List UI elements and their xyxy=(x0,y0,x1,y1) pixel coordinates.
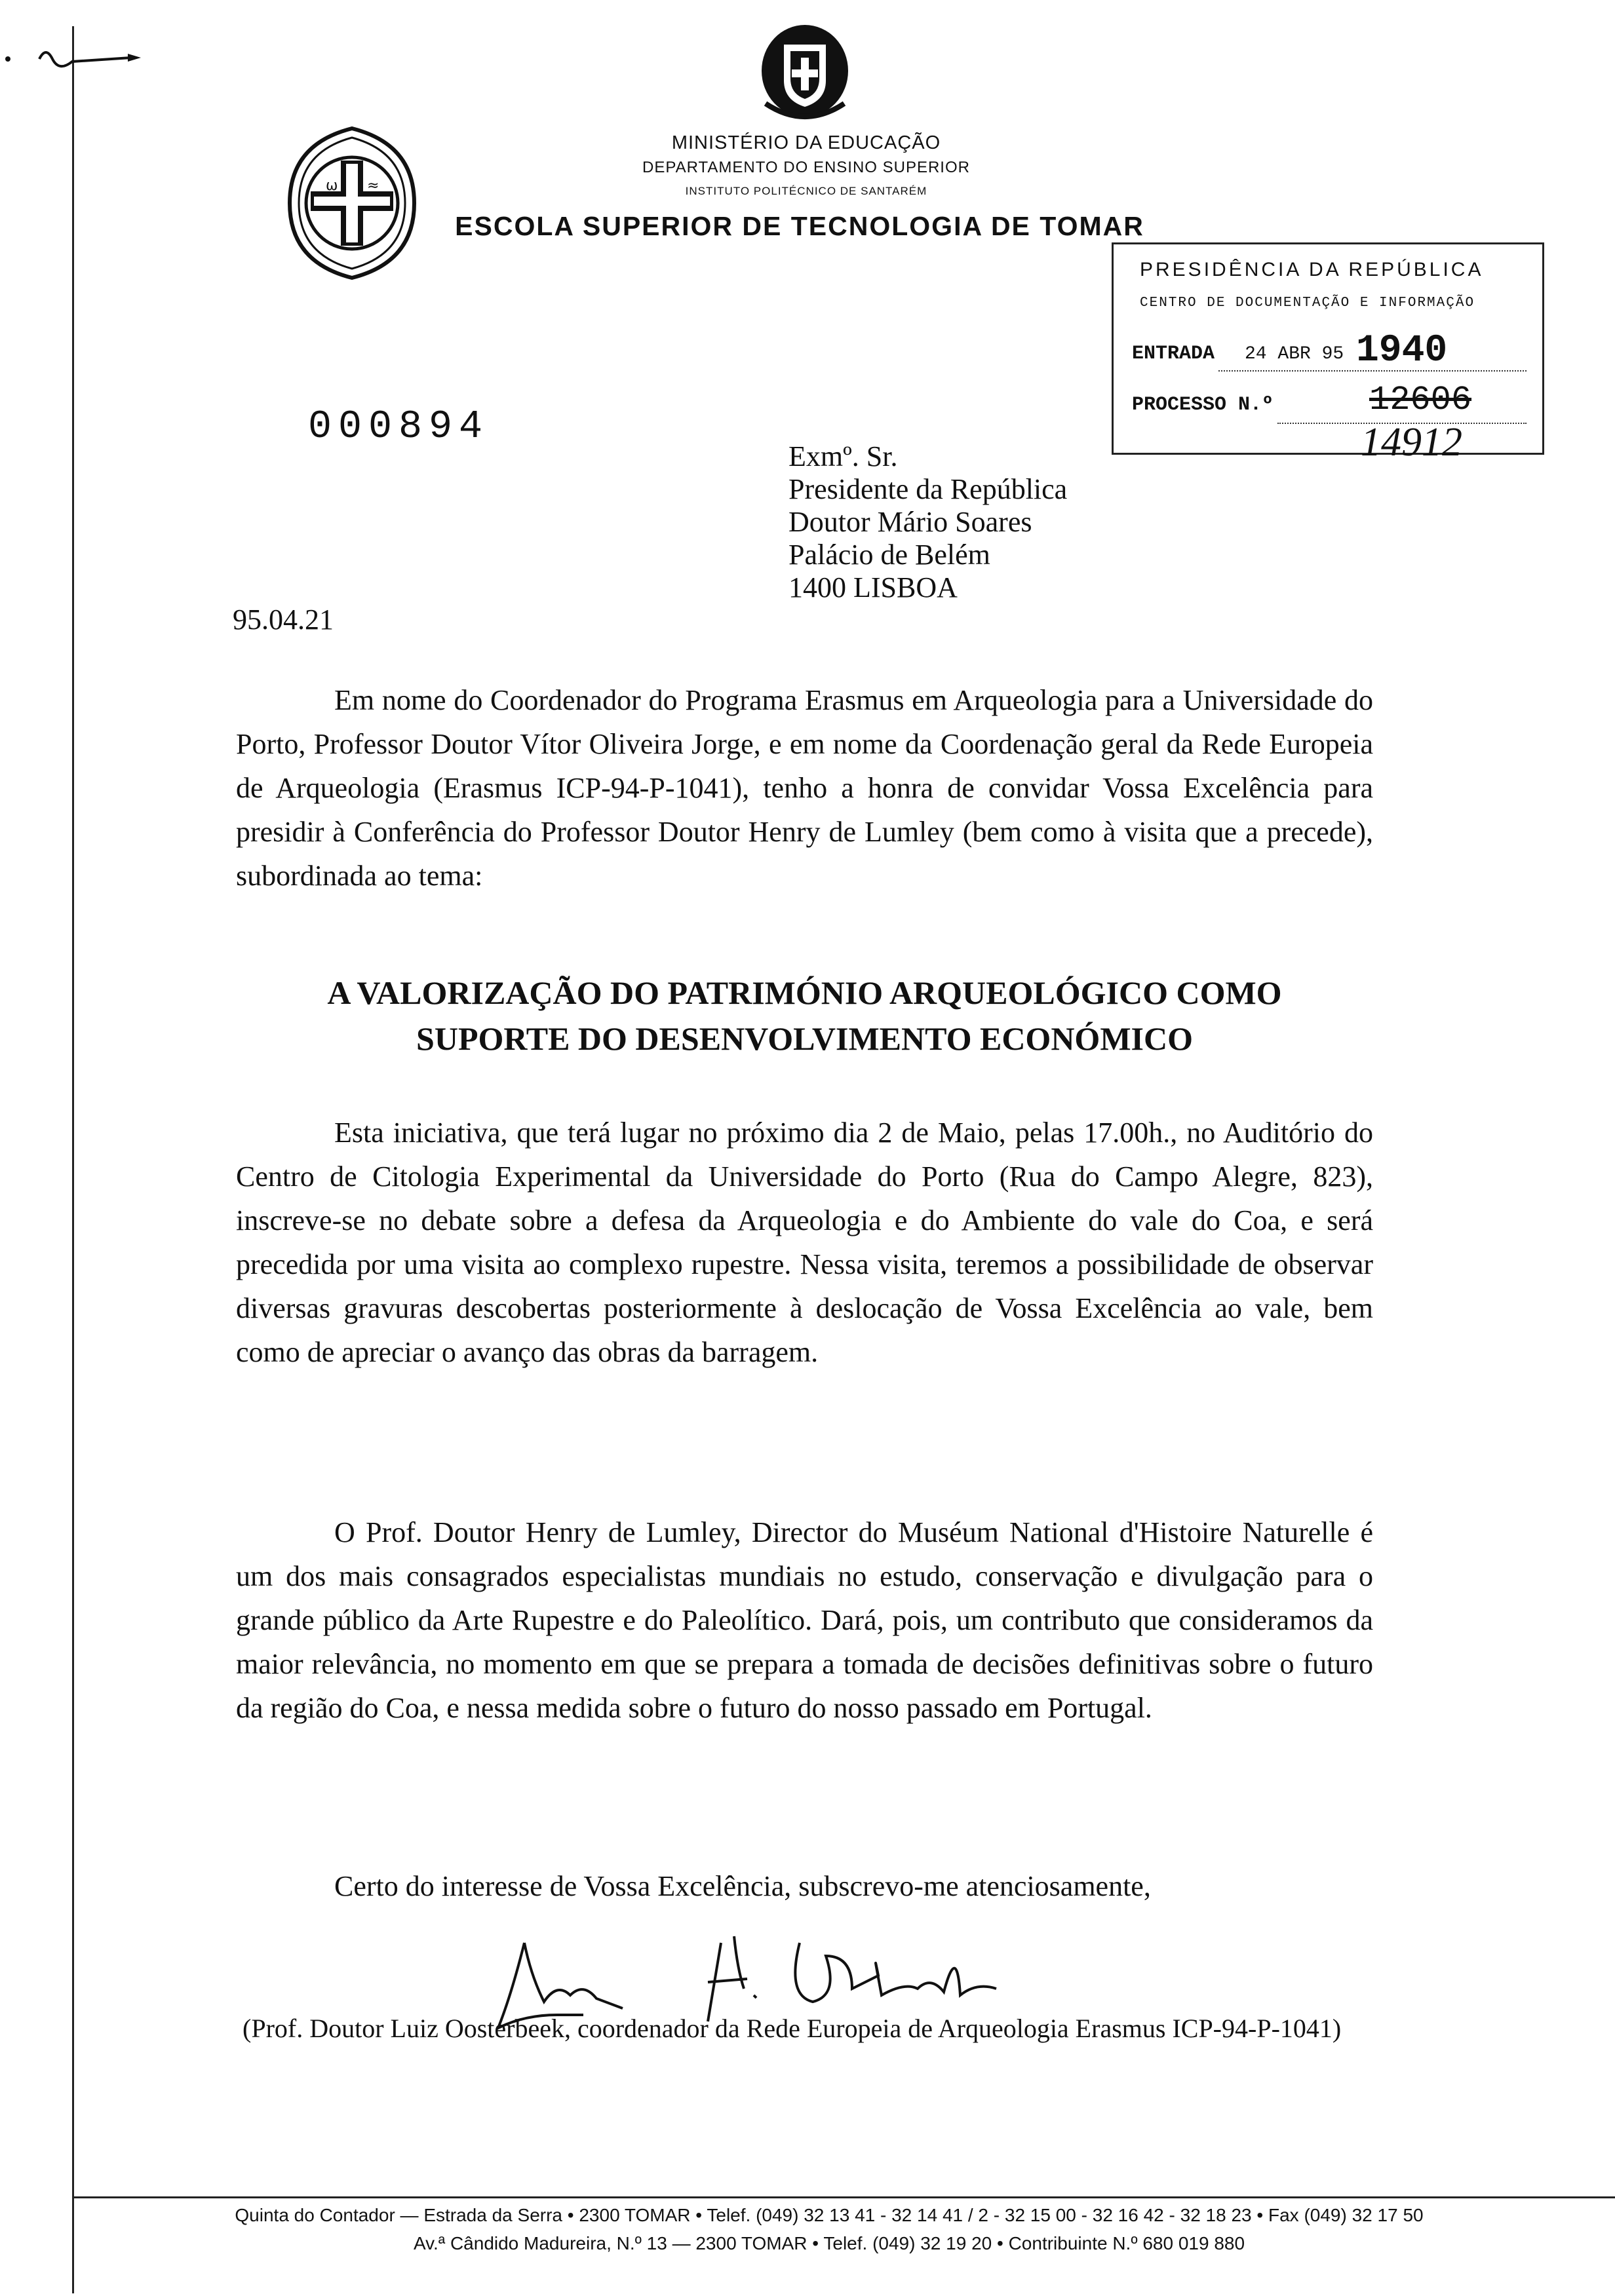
signatory-line: (Prof. Doutor Luiz Oosterbeek, coordenador da Rede Europeia de Arqueologia Erasmus ICP-94-P-1041) xyxy=(243,2014,1342,2043)
conference-title-line-1: A VALORIZAÇÃO DO PATRIMÓNIO ARQUEOLÓGICO COMO xyxy=(327,974,1282,1011)
stamp-subtitle: CENTRO DE DOCUMENTAÇÃO E INFORMAÇÃO xyxy=(1140,296,1475,311)
letter-date: 95.04.21 xyxy=(233,603,334,636)
body-paragraph-3: O Prof. Doutor Henry de Lumley, Director do Muséum National d'Histoire Naturelle é um dos mais consagrados especialistas mundiais no estudo, conservação e divulgação para o grande público da Arte Rupestre e do Paleolítico. Dará, pois, um contributo que consideramos da maior relevância, no momento em que se prepara a tomada de decisões definitivas sobre o futuro da região do Coa, e nessa medida sobre o futuro do nosso passado em Portugal. xyxy=(236,1516,1373,1724)
body-paragraph-2: Esta iniciativa, que terá lugar no próximo dia 2 de Maio, pelas 17.00h., no Auditório do Centro de Citologia Experimental da Universidade do Porto (Rua do Campo Alegre, 823), inscreve-se no debate sobre a defesa da Arqueologia e do Ambiente do vale do Coa, e será precedida por uma visita ao complexo rupestre. Nessa visita, teremos a possibilidade de observar diversas gravuras descobertas posteriormente à deslocação de Vossa Excelência ao vale, bem como de apreciar o avanço das obras da barragem. xyxy=(236,1117,1373,1368)
footer-divider xyxy=(72,2196,1615,2198)
stamp-entrada-number: 1940 xyxy=(1356,330,1448,372)
addressee-block xyxy=(788,440,1067,604)
svg-text:ω: ω xyxy=(326,178,338,194)
header-department: DEPARTAMENTO DO ENSINO SUPERIOR xyxy=(642,159,970,176)
margin-line xyxy=(72,26,74,2293)
stamp-processo-label: PROCESSO N.º xyxy=(1132,394,1274,416)
stamp-dotted-line xyxy=(1218,369,1527,372)
conference-title-line-2: SUPORTE DO DESENVOLVIMENTO ECONÓMICO xyxy=(416,1020,1193,1057)
addressee-name: Doutor Mário Soares xyxy=(788,506,1032,538)
header-institute: INSTITUTO POLITÉCNICO DE SANTARÉM xyxy=(685,185,927,197)
stamp-processo-handwritten: 14912 xyxy=(1361,420,1462,465)
portuguese-crest-icon xyxy=(752,18,857,130)
header-school: ESCOLA SUPERIOR DE TECNOLOGIA DE TOMAR xyxy=(455,211,1144,241)
scan-mark-icon xyxy=(0,39,157,79)
conference-title xyxy=(236,970,1373,1062)
body-paragraph-4: Certo do interesse de Vossa Excelência, subscrevo-me atenciosamente, xyxy=(334,1870,1151,1902)
addressee-street: Palácio de Belém xyxy=(788,539,990,571)
footer-address-line-1: Quinta do Contador — Estrada da Serra • 2300 TOMAR • Telef. (049) 32 13 41 - 32 14 41 / 2 - 32 15 00 - 32 16 42 - 32 18 23 • Fax (049) 32 17 50 xyxy=(235,2205,1424,2225)
svg-text:≈: ≈ xyxy=(367,178,379,194)
footer-address-line-2: Av.ª Cândido Madureira, N.º 13 — 2300 TOMAR • Telef. (049) 32 19 20 • Contribuinte N.º 680 019 880 xyxy=(413,2233,1245,2253)
body-paragraph-1: Em nome do Coordenador do Programa Erasmus em Arqueologia para a Universidade do Porto, Professor Doutor Vítor Oliveira Jorge, e em nome da Coordenação geral da Rede Europeia de Arqueologia (Erasmus ICP-94-P-1041), tenho a honra de convidar Vossa Excelência para presidir à Conferência do Professor Doutor Henry de Lumley (bem como à visita que a precede), subordinada ao tema: xyxy=(236,684,1373,892)
reception-stamp xyxy=(1112,242,1544,455)
addressee-salutation: Exmº. Sr. xyxy=(788,440,898,472)
stamp-processo-struck: 12606 xyxy=(1369,381,1472,419)
addressee-title: Presidente da República xyxy=(788,473,1068,505)
stamp-title: PRESIDÊNCIA DA REPÚBLICA xyxy=(1140,259,1484,280)
school-seal-icon xyxy=(283,124,421,282)
stamp-entrada-label: ENTRADA xyxy=(1132,343,1215,365)
addressee-city: 1400 LISBOA xyxy=(788,571,958,603)
reference-number: 000894 xyxy=(308,405,490,450)
stamp-entrada-date: 24 ABR 95 xyxy=(1245,344,1344,364)
header-ministry: MINISTÉRIO DA EDUCAÇÃO xyxy=(671,132,941,153)
